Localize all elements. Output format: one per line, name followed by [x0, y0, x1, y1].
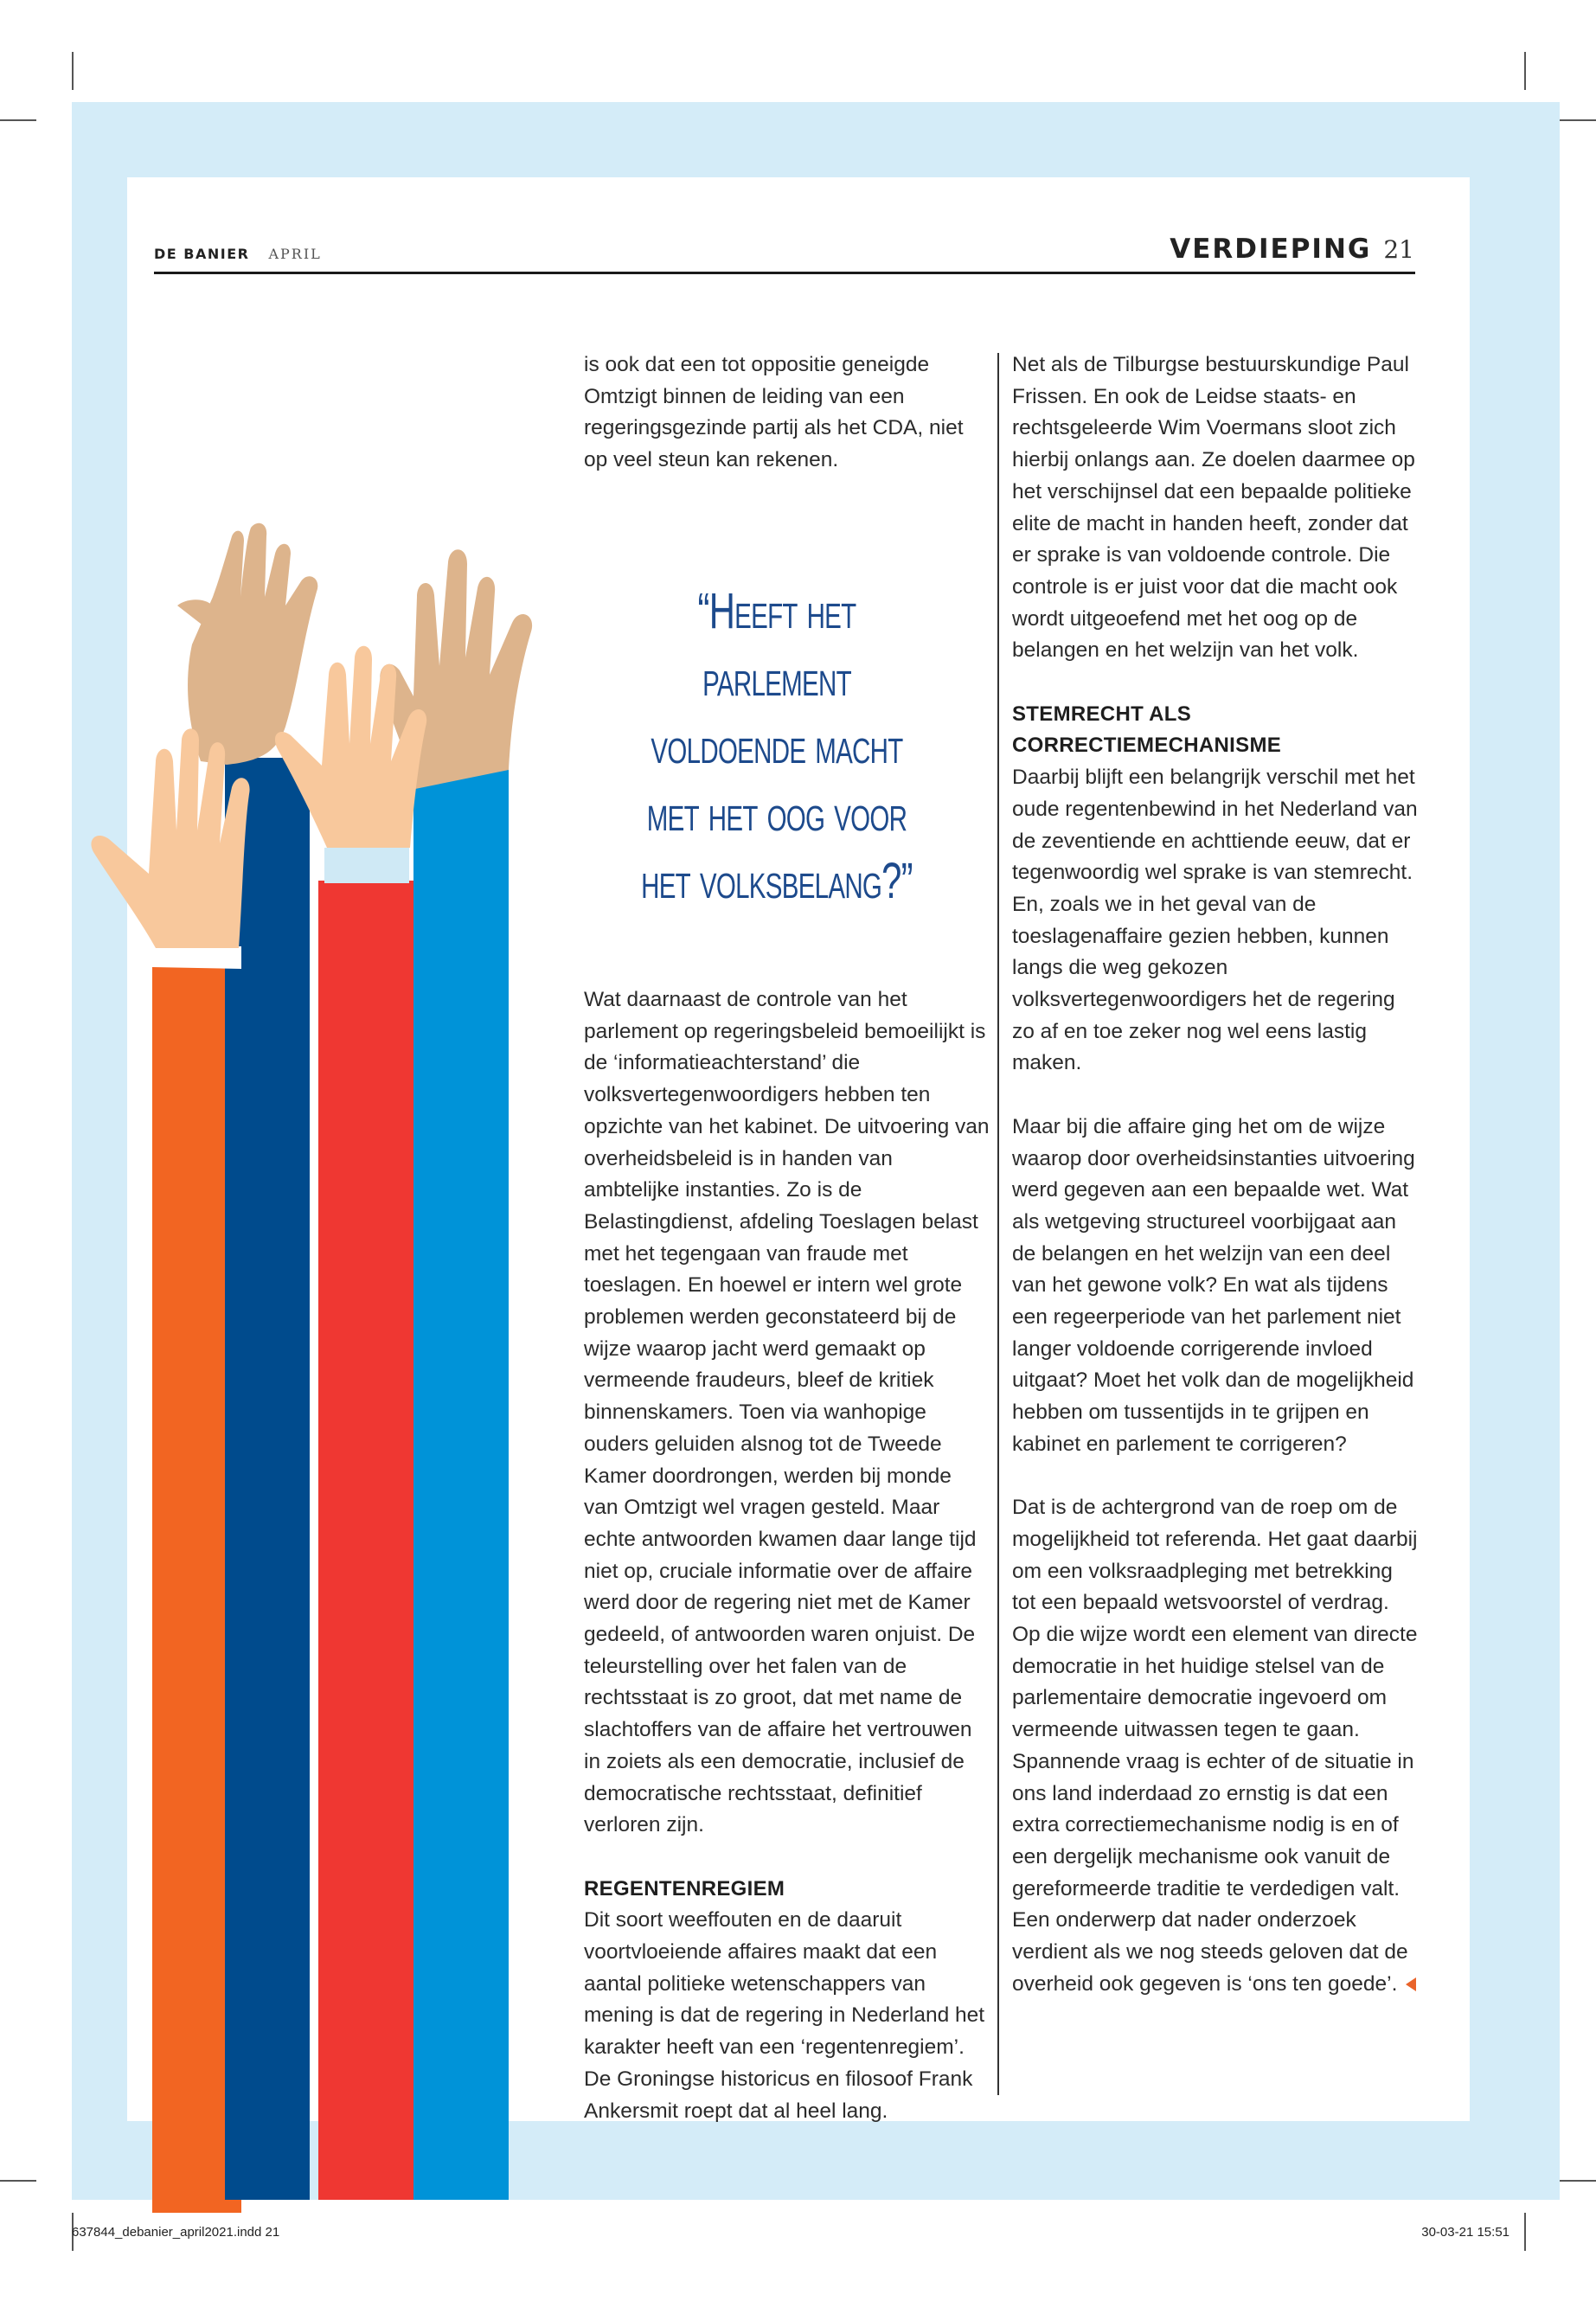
body-paragraph-closing	[1012, 1747, 1419, 2001]
print-slug-file: 637844_debanier_april2021.indd 21	[72, 2225, 280, 2240]
publication-name: DE BANIER	[154, 246, 250, 262]
issue-month: APRIL	[268, 246, 322, 262]
red-sleeve	[318, 881, 417, 2200]
page-number: 21	[1383, 235, 1414, 264]
article-column-middle	[584, 349, 990, 477]
light-cuff	[324, 848, 409, 883]
blue-sleeve	[413, 768, 509, 2200]
section-title: VERDIEPING	[1170, 234, 1372, 265]
column-intro-paragraph: is ook dat een tot oppositie geneigde Omtzigt binnen de leiding van een regeringsgezinde partij als het CDA, niet op veel steun kan rekenen.	[584, 353, 964, 472]
hand-tan-left	[177, 523, 317, 765]
white-cuff	[152, 946, 241, 969]
body-paragraph: Daarbij blijft een belangrijk verschil met het oude regentenbewind in het Nederland van de zeventiende en achttiende eeuw, dat er tegenwoordig wel sprake is van stemrecht. En, zoals we in het geval van de toeslagenaffaire gezien hebben, kunnen langs die weg gekozen volksvertegenwoordigers het de regering zo af en toe zeker nog wel eens lastig maken.	[1012, 766, 1418, 1075]
article-column-right	[1012, 349, 1419, 2001]
body-paragraph: Dat is de achtergrond van de roep om de mogelijkheid tot referenda. Het gaat daarbij om een volksraadpleging met betrekking tot een bepaald wetsvoorstel of verdrag. Op die wijze wordt een element van directe democratie in het huidige stelsel van de parlementaire democratie ingevoerd om vermeende uitwassen tegen te gaan.	[1012, 1496, 1418, 1742]
body-paragraph: Wat daarnaast de controle van het parlement op regeringsbeleid bemoeilijkt is de ‘informatieachterstand’ die volksvertegenwoordigers hebben ten opzichte van het kabinet. De uitvoering van overheidsbeleid is in handen van ambtelijke instanties. Zo is de Belastingdienst, afdeling Toeslagen belast met het tegengaan van fraude met toeslagen. En hoewel er intern wel grote problemen werden geconstateerd bij de wijze waarop jacht werd gemaakt op vermeende fraudeurs, bleef de kritiek binnenskamers. Toen via wanhopige ouders geluiden alsnog tot de Tweede Kamer doordrongen, werden bij monde van Omtzigt wel vragen gesteld. Maar echte antwoorden kwamen daar lange tijd niet op, cruciale informatie over de affaire werd door de regering niet met de Kamer gedeeld, of antwoorden waren onjuist. De teleurstelling over het falen van de rechtsstaat is zo groot, dat met name de slachtoffers van de affaire het vertrouwen in zoiets als een democratie, inclusief de democratische rechtsstaat, definitief verloren zijn.	[584, 988, 990, 1837]
navy-sleeve	[225, 758, 310, 2200]
body-paragraph: Net als de Tilburgse bestuurskundige Paul Frissen. En ook de Leidse staats- en rechtsgeleerde Wim Voermans sloot zich hierbij onlangs aan. Ze doelen daarmee op het verschijnsel dat een bepaalde politieke elite de macht in handen heeft, zonder dat er sprake is van voldoende controle. Die controle is er juist voor dat die macht ook wordt uitgeoefend met het oog op de belangen en het welzijn van het volk.	[1012, 353, 1415, 663]
section-heading: STEMRECHT ALS CORRECTIEMECHANISME	[1012, 702, 1282, 758]
body-paragraph: Maar bij die affaire ging het om de wijze waarop door overheidsinstanties uitvoering werd gegeven aan een bepaalde wet. Wat als wetgeving structureel voorbijgaat aan de belangen en het welzijn van een deel van het gewone volk? En wat als tijdens een regeerperiode van het parlement niet langer voldoende corrigerende invloed uitgaat? Moet het volk dan de mogelijkheid hebben om tussentijds in te grijpen en kabinet en parlement te corrigeren?	[1012, 1114, 1415, 1456]
print-slug-datetime: 30-03-21 15:51	[1421, 2225, 1509, 2240]
body-paragraph: Dit soort weeffouten en de daaruit voortvloeiende affaires maakt dat een aantal politieke wetenschappers van mening is dat de regering in Nederland het karakter heeft van een ‘regentenregiem’. De Groningse historicus en filosoof Frank Ankersmit roept dat al heel lang.	[584, 1908, 985, 2123]
closing-text: Spannende vraag is echter of de situatie in ons land inderdaad zo ernstig is dat een extra correctiemechanisme nodig is en of een dergelijk mechanisme ook vanuit de gereformeerde traditie te verdedigen valt. Een onderwerp dat nader onderzoek verdient als we nog steeds geloven dat de overheid ook gegeven is ‘ons ten goede’.	[1012, 1749, 1414, 1996]
article-column-middle-lower	[584, 984, 990, 2127]
pull-quote: “Heeft het parlement voldoende macht met het oog voor het volksbelang?”	[641, 583, 913, 909]
section-heading: REGENTENREGIEM	[584, 1876, 785, 1900]
column-divider	[997, 353, 999, 2095]
end-mark-icon	[1406, 1977, 1416, 1991]
